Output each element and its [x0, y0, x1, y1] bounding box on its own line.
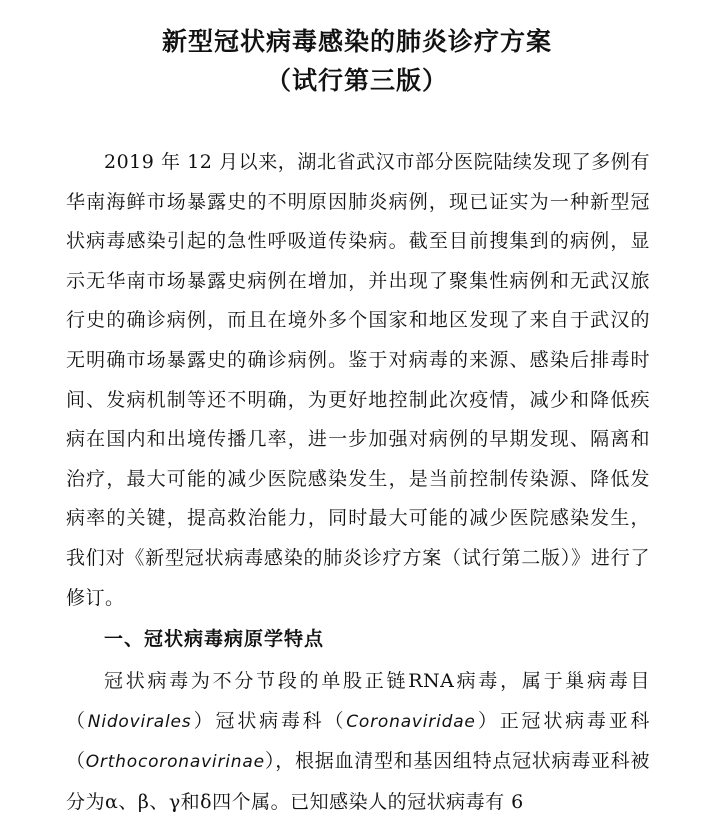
- document-subtitle: （试行第三版）: [265, 66, 448, 95]
- intro-paragraph: 2019 年 12 月以来，湖北省武汉市部分医院陆续发现了多例有华南海鲜市场暴露史的不明原因肺炎病例，现已证实为一种新型冠状病毒感染引起的急性呼吸道传染病。截至目前搜集到的病例，显示无华南市场暴露史病例在增加，并出现了聚集性病例和无武汉旅行史的确诊病例，而且在境外多个国家和地区发现了来自于武汉的无明确市场暴露史的确诊病例。鉴于对病毒的来源、感染后排毒时间、发病机制等还不明确，为更好地控制此次疫情，减少和降低疾病在国内和出境传播几率，进一步加强对病例的早期发现、隔离和治疗，最大可能的减少医院感染发生，是当前控制传染源、降低发病率的关键，提高救治能力，同时最大可能的减少医院感染发生，我们对《新型冠状病毒感染的肺炎诊疗方案（试行第二版）》进行了修订。: [66, 151, 650, 609]
- pathogen-text-part-4: ），根据血清型和基因组特点冠状病毒亚科被分为α、β、γ和δ四个属。已知感染人的冠状病毒有 6: [66, 750, 650, 813]
- pathogen-text-part-1: 冠状病毒为不分节段的单股正链RNA病毒，属于巢病毒目（: [66, 670, 650, 732]
- pathogen-text-part-3: ）正冠状病毒亚科（: [66, 709, 650, 773]
- section-heading-pathogen: 一、冠状病毒病原学特点: [104, 628, 325, 650]
- latin-order-name: Nidovirales: [87, 711, 192, 732]
- latin-family-name: Coronaviridae: [346, 711, 476, 732]
- pathogen-paragraph: [66, 662, 650, 822]
- pathogen-text-part-2: ）冠状病毒科（: [191, 709, 347, 732]
- document-title: 新型冠状病毒感染的肺炎诊疗方案: [161, 27, 552, 56]
- latin-subfamily-name: Orthocoronavirinae: [85, 752, 265, 773]
